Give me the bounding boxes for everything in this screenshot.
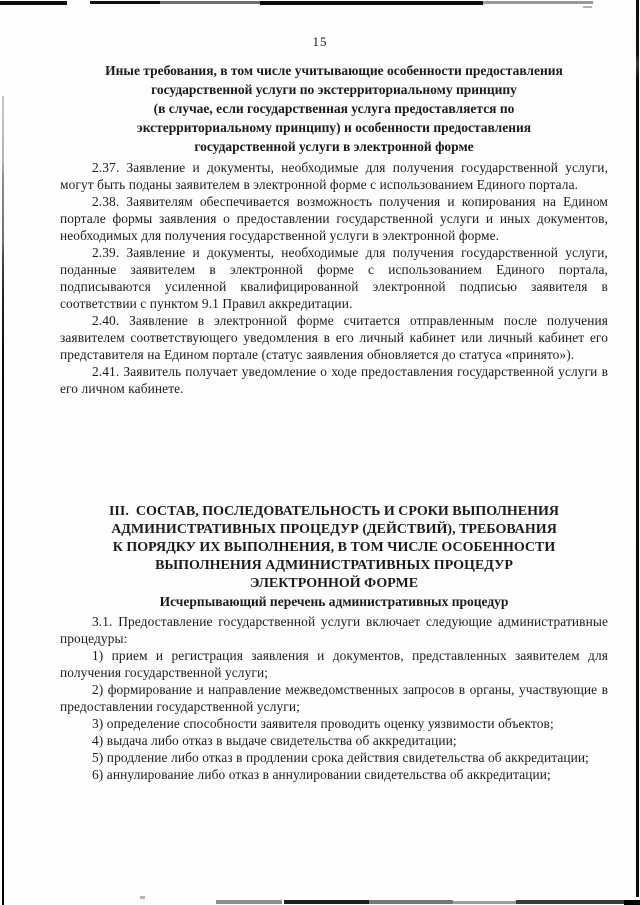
heading-line: экстерриториальному принципу) и особенности предоставления (136, 120, 532, 135)
page-number: 15 (312, 34, 328, 49)
clause-2-41: 2.41. Заявитель получает уведомление о ходе предоставления государственной услуги в его личном кабинете. (60, 364, 608, 396)
list-item-6: 6) аннулирование либо отказ в аннулировании свидетельства об аккредитации; (92, 767, 551, 782)
scan-edge-right (636, 0, 639, 897)
scan-edge-bottom-segment (284, 900, 369, 904)
section-3-subheading: Исчерпывающий перечень административных процедур (159, 594, 509, 609)
scan-edge-top-segment (160, 1, 260, 4)
heading-line: государственной услуги в электронной форме (194, 139, 474, 154)
heading-line: (в случае, если государственная услуга предоставляется по (153, 101, 515, 116)
heading-line: III. СОСТАВ, ПОСЛЕДОВАТЕЛЬНОСТЬ И СРОКИ ВЫПОЛНЕНИЯ (108, 504, 559, 519)
scan-speck (583, 6, 592, 8)
section-3 (60, 503, 608, 783)
scan-edge-top-segment (260, 1, 483, 5)
list-item-5: 5) продление либо отказ в продлении срока действия свидетельства об аккредитации; (92, 750, 589, 765)
heading-line: АДМИНИСТРАТИВНЫХ ПРОЦЕДУР (ДЕЙСТВИЙ), ТРЕБОВАНИЯ (111, 522, 557, 537)
scan-edge-bottom-segment (369, 900, 453, 904)
list-item-4: 4) выдача либо отказ в выдаче свидетельства об аккредитации; (92, 733, 457, 748)
list-item-3: 3) определение способности заявителя проводить оценку уязвимости объектов; (92, 716, 554, 731)
scan-edge-top-segment (483, 1, 593, 4)
section-3-paragraphs (60, 613, 608, 783)
scan-edge-left (2, 96, 4, 905)
clause-2-40: 2.40. Заявление в электронной форме считается отправленным после получения заявителем соответствующего уведомления в его личный кабинет или личный кабинет его представителя на Едином портале (статус заявления обновляется до статуса «принято»). (60, 313, 608, 362)
list-item-2: 2) формирование и направление межведомственных запросов в органы, участвующие в предоставлении государственной услуги; (60, 682, 608, 714)
heading-line: ЭЛЕКТРОННОЙ ФОРМЕ (249, 576, 419, 591)
section-3-heading (60, 503, 608, 593)
clause-2-38: 2.38. Заявителям обеспечивается возможность получения и копирования на Едином портале формы заявления о предоставлении государственной услуги и иных документов, необходимых для получения государственной услуги в электронной форме. (60, 194, 608, 243)
heading-line: Иные требования, в том числе учитывающие особенности предоставления (105, 63, 563, 78)
scan-edge-bottom-segment (453, 901, 516, 904)
scan-speck (140, 896, 145, 899)
scan-edge-bottom-segment (624, 900, 640, 905)
scan-edge-top-segment (90, 1, 160, 4)
scan-edge-bottom-segment (516, 900, 624, 904)
heading-line: ВЫПОЛНЕНИЯ АДМИНИСТРАТИВНЫХ ПРОЦЕДУР (155, 558, 513, 573)
scan-edge-top-segment (0, 1, 67, 5)
heading-line: государственной услуги по экстерриториальному принципу (151, 82, 517, 97)
clause-3-1: 3.1. Предоставление государственной услуги включает следующие административные процедуры: (60, 614, 608, 646)
clause-2-39: 2.39. Заявление и документы, необходимые для получения государственной услуги, поданные заявителем в электронной форме с использованием Единого портала, подписываются усиленной квалифицированной электронной подписью заявителя в соответствии с пунктом 9.1 Правил аккредитации. (60, 245, 608, 311)
clause-2-37: 2.37. Заявление и документы, необходимые для получения государственной услуги, могут быть поданы заявителем в электронной форме с использованием Единого портала. (60, 160, 608, 192)
clauses-2-37-to-2-41 (60, 159, 608, 397)
section-2-subheading (60, 61, 608, 156)
scan-edge-bottom-segment (216, 900, 282, 904)
list-item-1: 1) прием и регистрация заявления и документов, представленных заявителем для получения государственной услуги; (60, 648, 608, 680)
heading-line: К ПОРЯДКУ ИХ ВЫПОЛНЕНИЯ, В ТОМ ЧИСЛЕ ОСОБЕННОСТИ (112, 540, 556, 555)
